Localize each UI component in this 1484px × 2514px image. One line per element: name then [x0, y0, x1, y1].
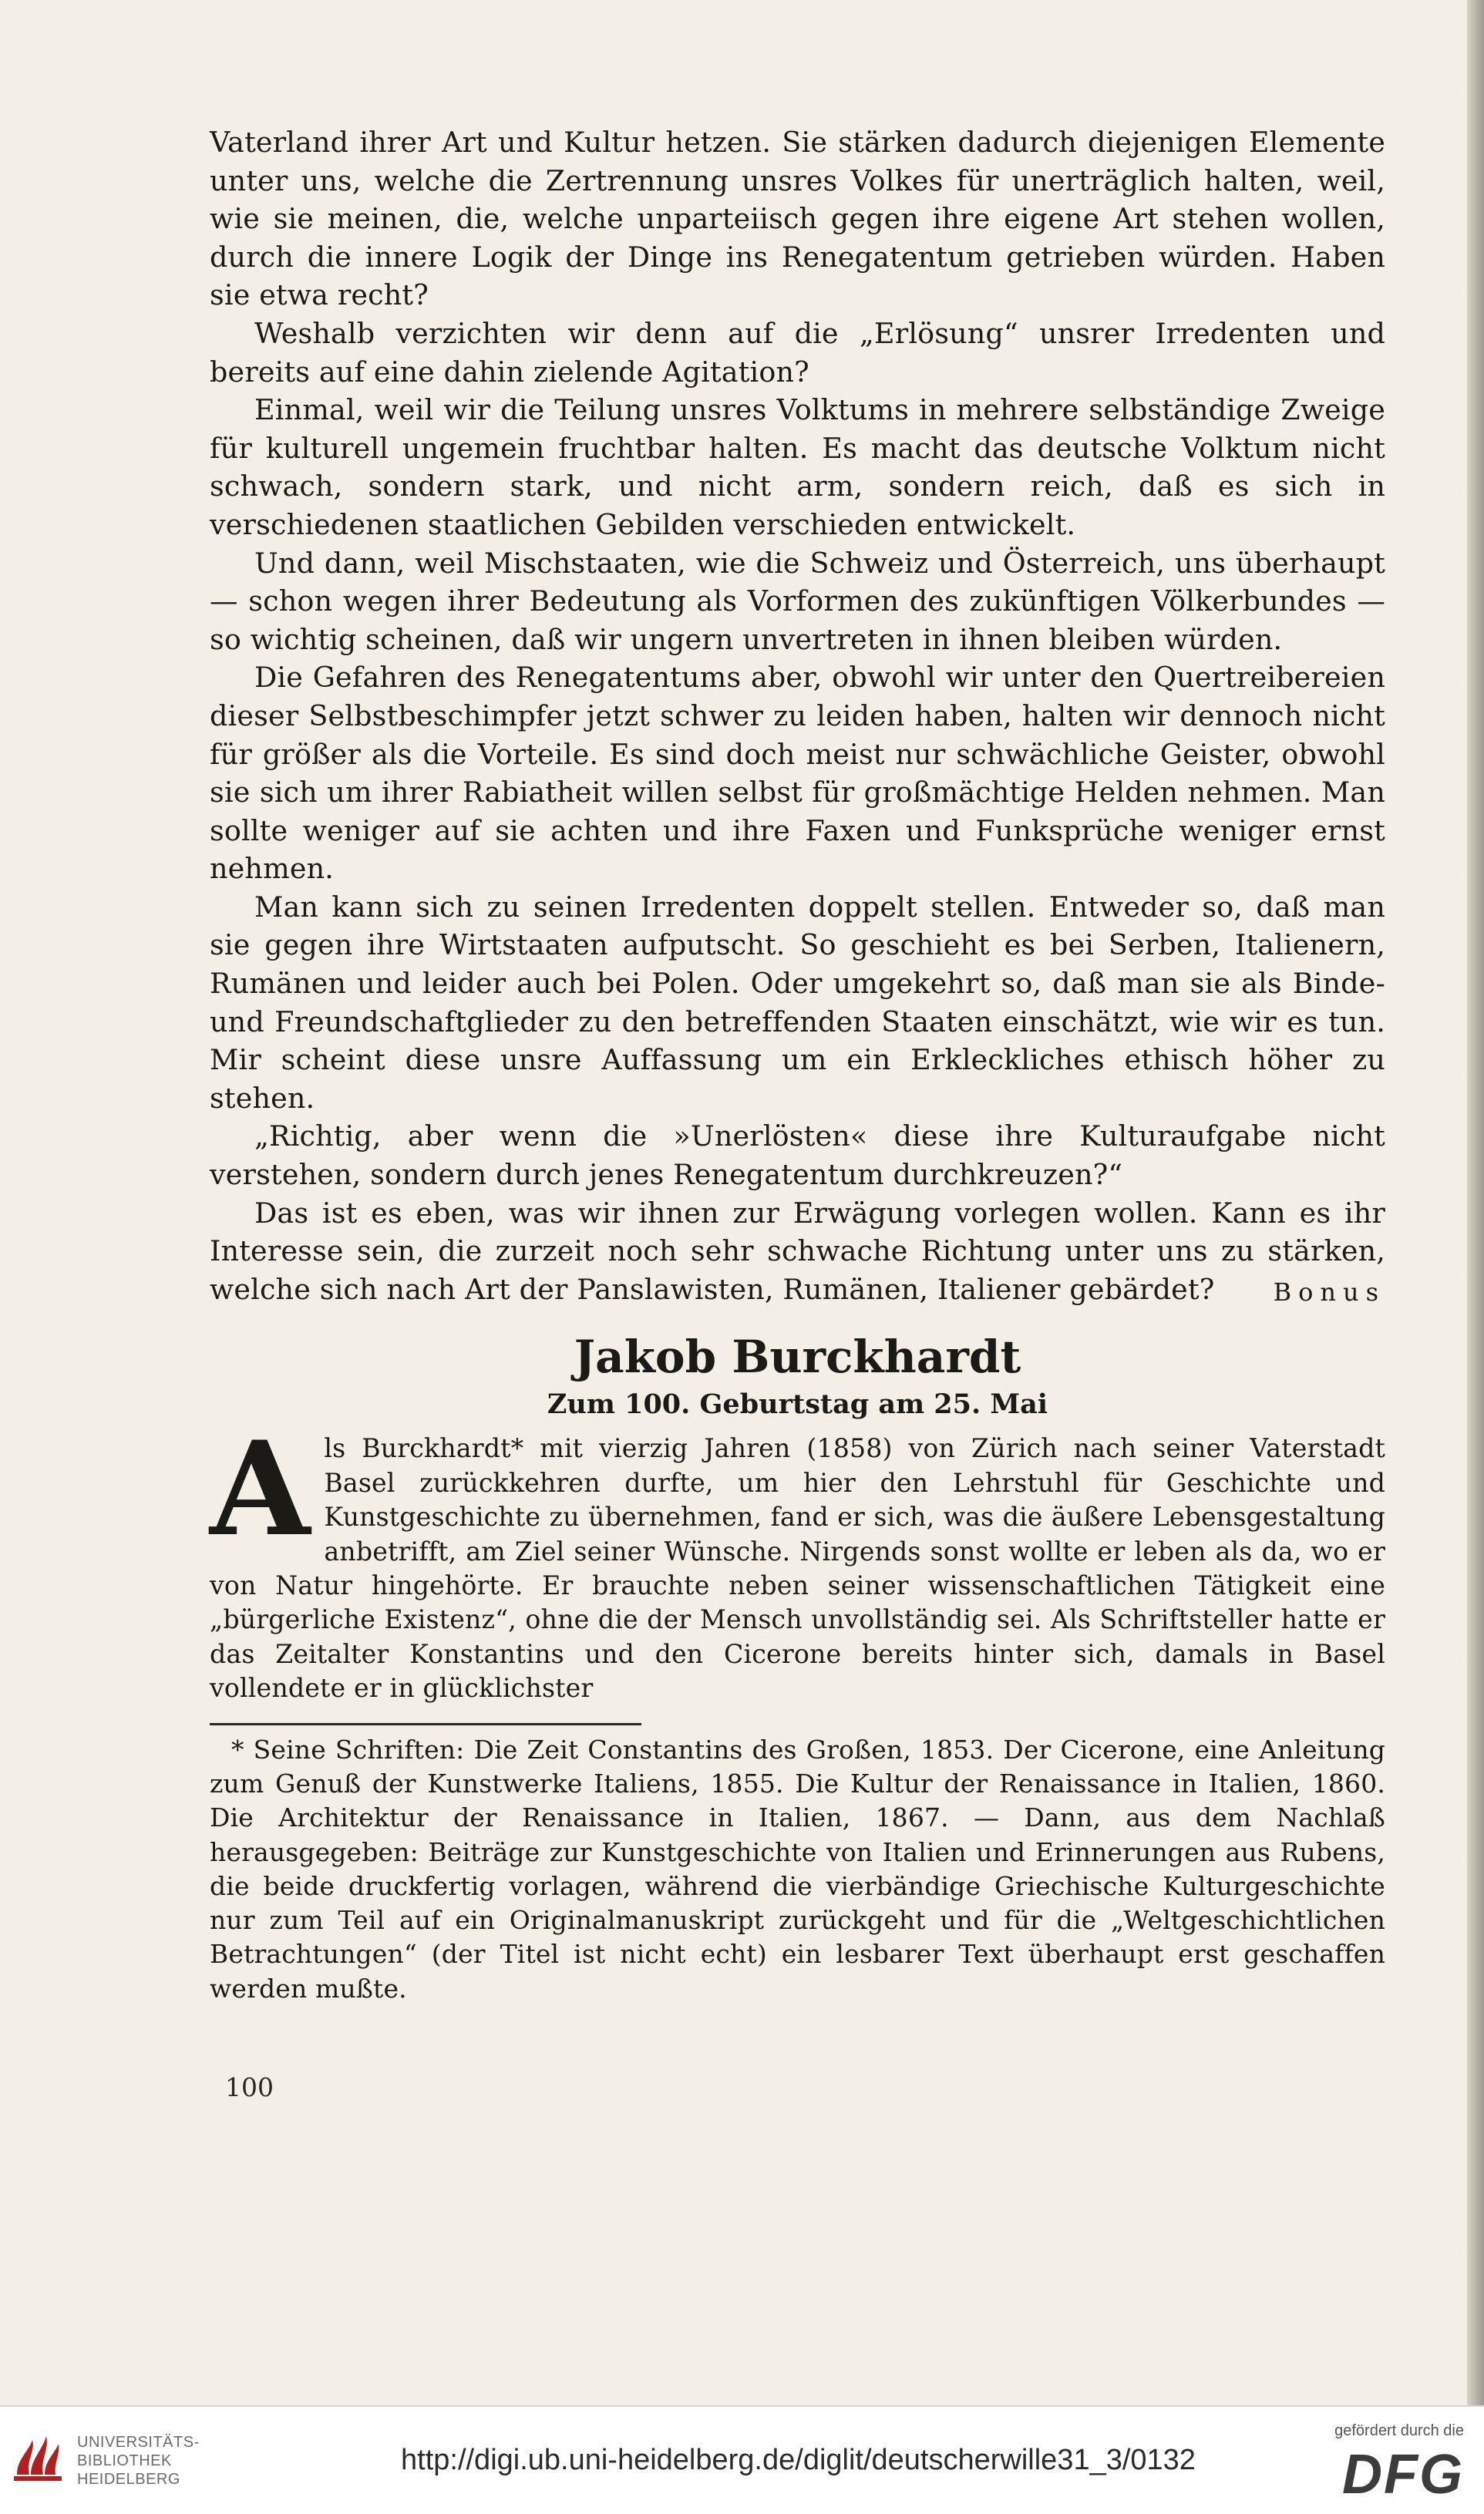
university-name-line: UNIVERSITÄTS- — [77, 2434, 200, 2451]
university-name-line: HEIDELBERG — [77, 2471, 180, 2488]
page-content — [210, 123, 1385, 2006]
author-signature: Bonus — [1273, 1277, 1385, 1307]
article-text: ls Burckhardt* mit vierzig Jahren (1858) von Zürich nach seiner Vaterstadt Basel zurückkehren durfte, um hier den Lehrstuhl für Geschichte und Kunstgeschichte zu übernehmen, fand er sich, was die äußere Lebensgestaltung anbetrifft, am Ziel seiner Wünsche. Nirgends sonst wollte er leben als da, wo er von Natur hingehörte. Er brauchte neben seiner wissenschaftlichen Tätigkeit eine „bürgerliche Existenz“, ohne die der Mensch unvollständig sei. Als Schriftsteller hatte er das Zeitalter Konstantins und den Cicerone bereits hinter sich, damals in Basel vollendete er in glücklichster — [210, 1433, 1385, 1704]
paragraph: Die Gefahren des Renegatentums aber, obwohl wir unter den Quertreibereien dieser Selbstbeschimpfer jetzt schwer zu leiden haben, halten wir dennoch nicht für größer als die Vorteile. Es sind doch meist nur schwächliche Geister, obwohl sie sich um ihrer Rabiatheit willen selbst für großmächtige Helden nehmen. Man sollte weniger auf sie achten und ihre Faxen und Funksprüche weniger ernst nehmen. — [210, 661, 1385, 886]
paragraph: Das ist es eben, was wir ihnen zur Erwägung vorlegen wollen. Kann es ihr Interesse sein, die zurzeit noch sehr schwache Richtung unter uns zu stärken, welche sich nach Art der Panslawisten, Rumänen, Italiener gebärdet? — [210, 1196, 1385, 1306]
paragraph: Weshalb verzichten wir denn auf die „Erlösung“ unsrer Irredenten und bereits auf eine dahin zielende Agitation? — [210, 316, 1385, 389]
paragraph: Man kann sich zu seinen Irredenten doppelt stellen. Entweder so, daß man sie gegen ihre Wirtstaaten aufputscht. So geschieht es bei Serben, Italienern, Rumänen und leider auch bei Polen. Oder umgekehrt so, daß man sie als Binde- und Freundschaftglieder zu den betreffenden Staaten einschätzt, wie wir es tun. Mir scheint diese unsre Auffassung um ein Erkleckliches ethisch höher zu stehen. — [210, 890, 1385, 1115]
paragraph: Vaterland ihrer Art und Kultur hetzen. Sie stärken dadurch diejenigen Elemente unter uns, welche die Zertrennung unsres Volkes für unerträglich halten, weil, wie sie meinen, die, welche unparteiisch gegen ihre eigene Art stehen wollen, durch die innere Logik der Dinge ins Renegatentum getrieben würden. Haben sie etwa recht? — [210, 126, 1385, 312]
footnote-rule — [210, 1723, 641, 1725]
drop-cap: A — [210, 1412, 311, 1566]
viewer-footer — [0, 2405, 1484, 2514]
university-name — [77, 2433, 200, 2489]
paragraph: Und dann, weil Mischstaaten, wie die Schweiz und Österreich, uns überhaupt — schon wegen ihrer Bedeutung als Vorformen des zukünftigen Völkerbundes — so wichtig scheinen, daß wir ungern unvertreten in ihnen bleiben würden. — [210, 546, 1385, 656]
paragraph: Einmal, weil wir die Teilung unsres Volktums in mehrere selbständige Zweige für kulturell ungemein fruchtbar halten. Es macht das deutsche Volktum nicht schwach, sondern stark, und nicht arm, sondern reich, daß es sich in verschiedenen staatlichen Gebilden verschieden entwickelt. — [210, 393, 1385, 541]
dfg-logo: DFG — [1342, 2444, 1464, 2506]
university-seal-icon — [9, 2428, 68, 2490]
page-edge-shadow — [1467, 0, 1484, 2405]
permalink-url[interactable]: http://digi.ub.uni-heidelberg.de/diglit/deutscherwille31_3/0132 — [401, 2444, 1196, 2476]
article-subtitle: Zum 100. Geburtstag am 25. Mai — [547, 1388, 1048, 1421]
paragraph: „Richtig, aber wenn die »Unerlösten« diese ihre Kulturaufgabe nicht verstehen, sondern durch jenes Renegatentum durchkreuzen?“ — [210, 1119, 1385, 1192]
page-number: 100 — [225, 2072, 274, 2102]
article-title: Jakob Burckhardt — [574, 1331, 1021, 1384]
footnote: * Seine Schriften: Die Zeit Constantins des Großen, 1853. Der Cicerone, eine Anleitung zum Genuß der Kunstwerke Italiens, 1855. Die Kultur der Renaissance in Italien, 1860. Die Architektur der Renaissance in Italien, 1867. — Dann, aus dem Nachlaß herausgegeben: Beiträge zur Kunstgeschichte von Italien und Erinnerungen aus Rubens, die beide druckfertig vorlagen, während die vierbändige Griechische Kulturgeschichte nur zum Teil auf ein Originalmanuskript zurückgeht und für die „Weltgeschichtlichen Betrachtungen“ (der Titel ist nicht echt) ein lesbarer Text überhaupt erst geschaffen werden mußte. — [210, 1734, 1385, 2004]
university-name-line: BIBLIOTHEK — [77, 2452, 172, 2469]
article-body — [210, 1412, 1385, 1705]
funded-by-label: gefördert durch die — [1334, 2422, 1464, 2439]
